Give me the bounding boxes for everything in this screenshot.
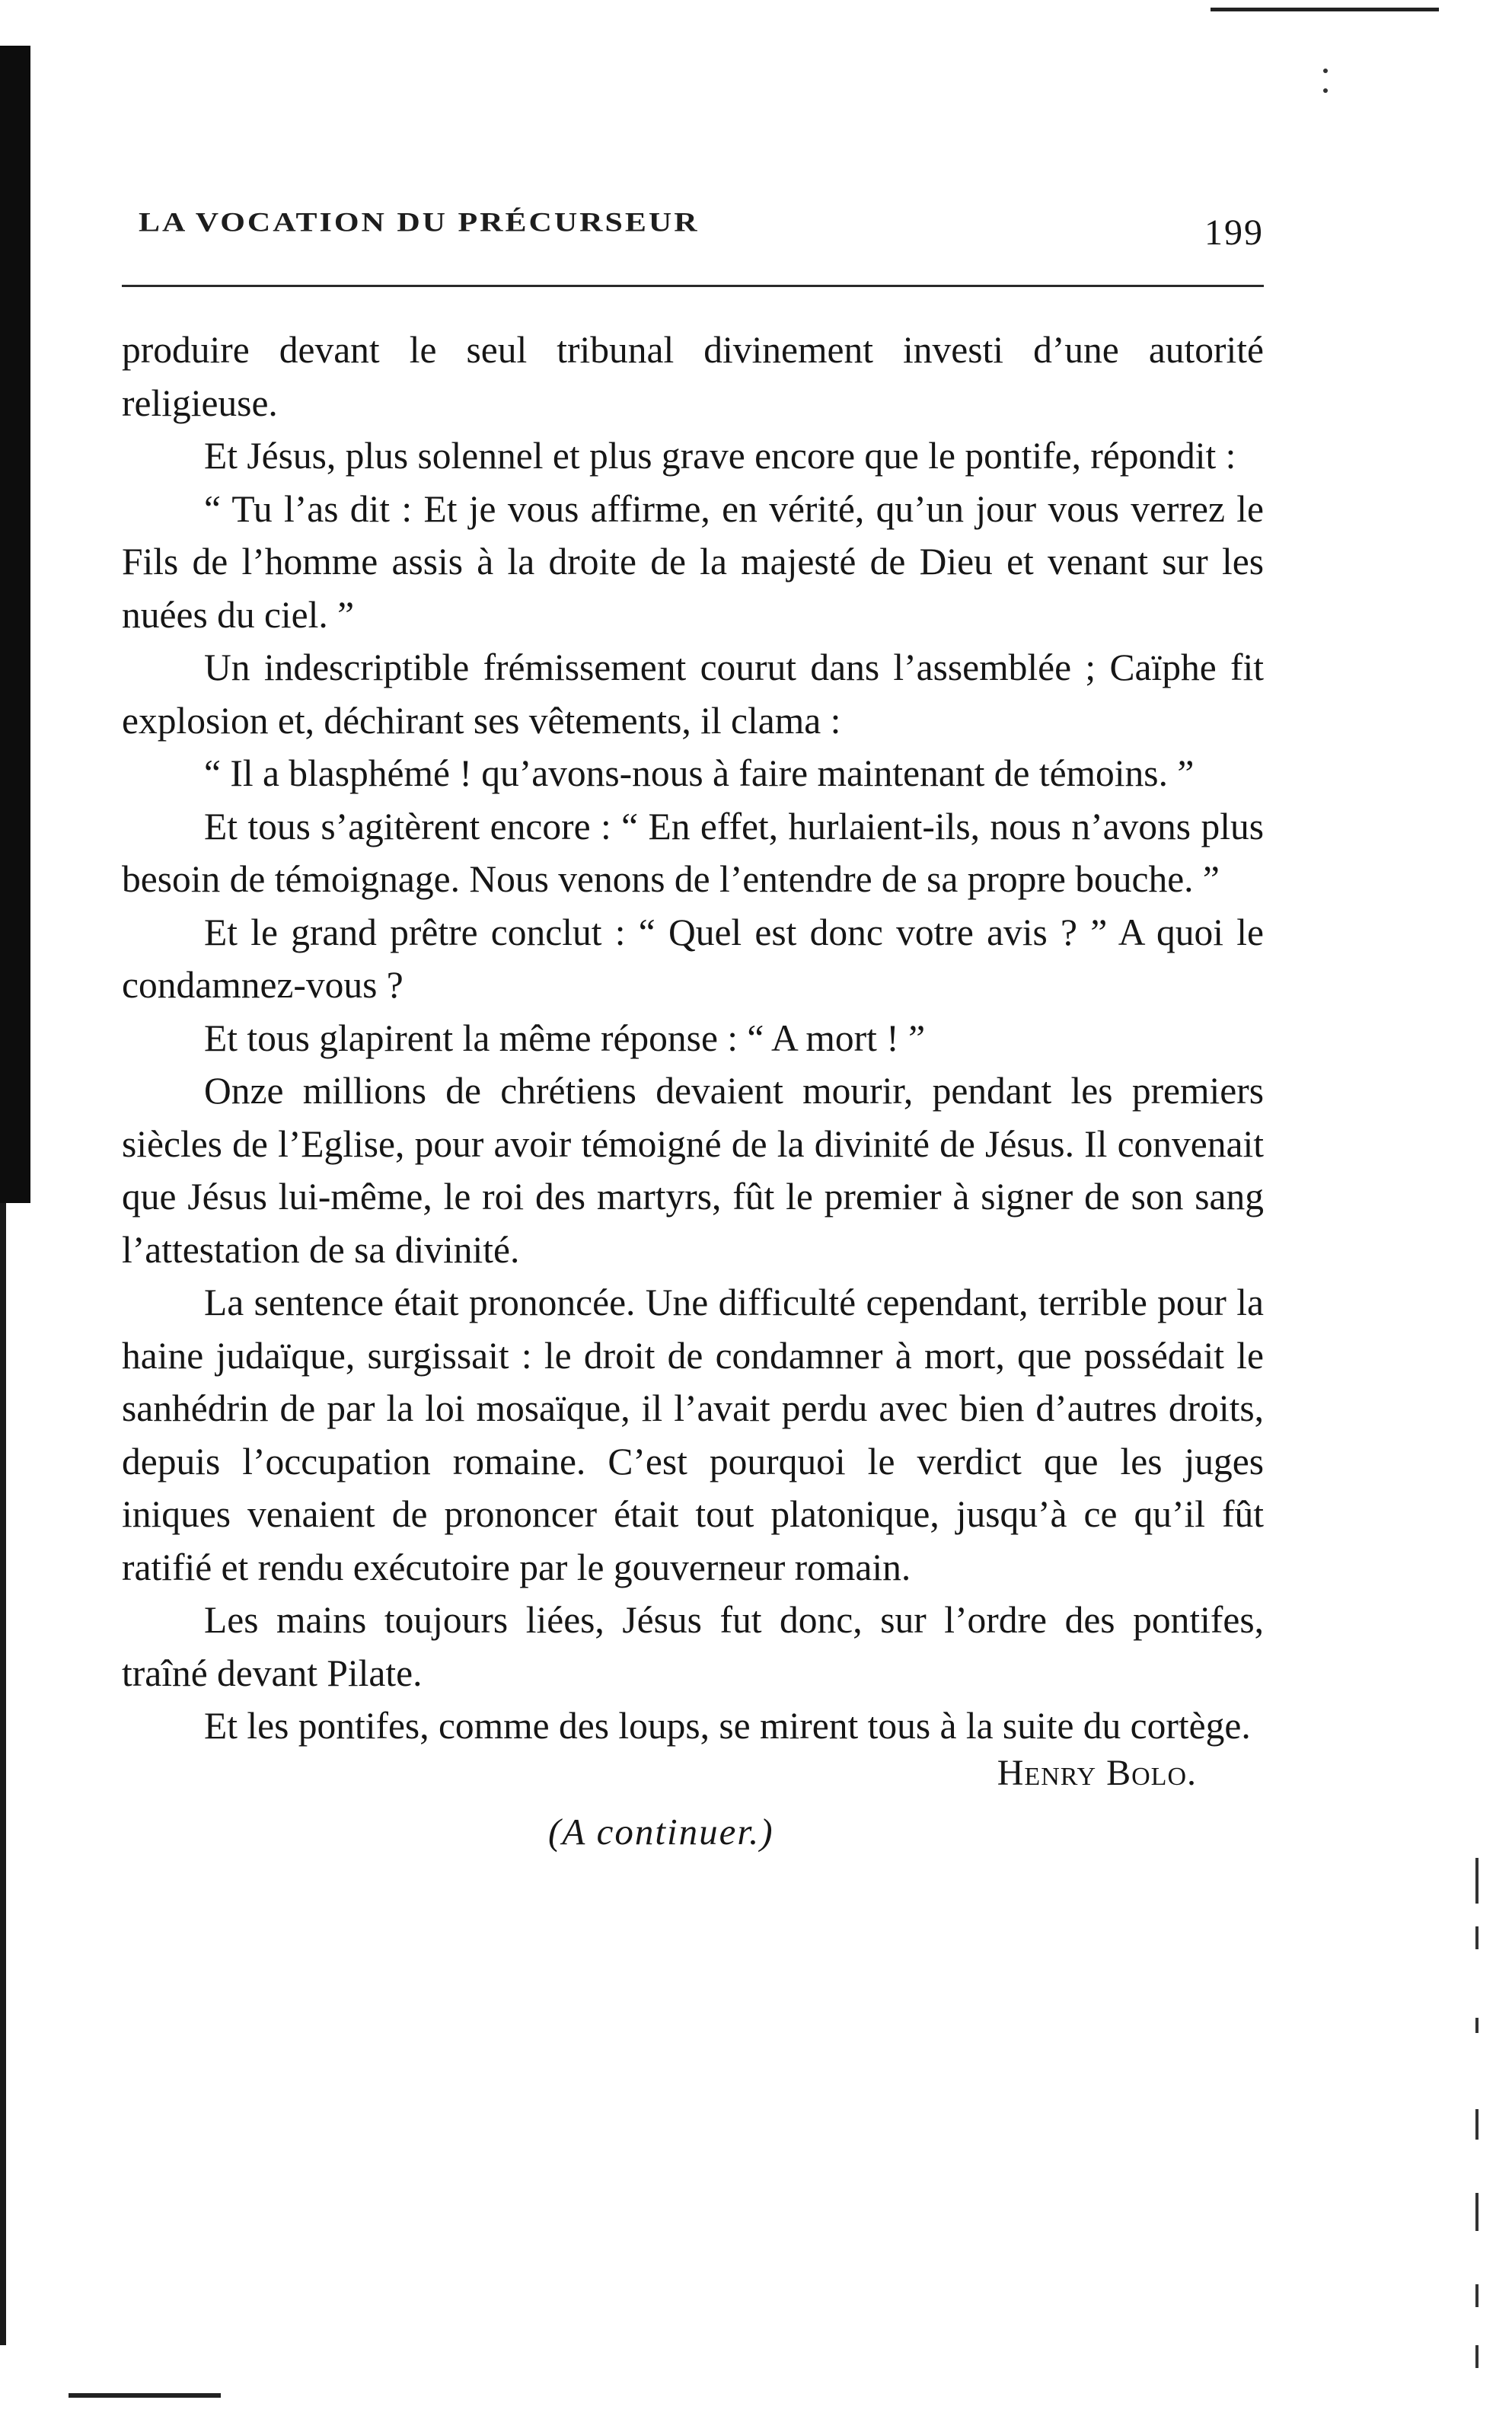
paragraph: Et tous glapirent la même réponse : “ A mort ! ” <box>204 1017 926 1059</box>
scan-specks-right-margin <box>1468 1858 1491 2391</box>
paragraph: Et les pontifes, comme des loups, se mirent tous à la suite du cortège. <box>204 1705 1251 1747</box>
scan-bottom-rule <box>69 2393 221 2398</box>
body-text <box>122 324 1264 1859</box>
page-number: 199 <box>1204 212 1264 253</box>
running-header <box>122 190 1264 259</box>
paragraph: Un indescriptible frémissement courut dans l’assemblée ; Caïphe fit explosion et, déchirant ses vêtements, il clama : <box>122 646 1264 742</box>
paragraph: Et Jésus, plus solennel et plus grave encore que le pontife, répondit : <box>204 435 1236 477</box>
paragraph: Et le grand prêtre conclut : “ Quel est donc votre avis ? ” A quoi le condamnez-vous ? <box>122 911 1264 1006</box>
book-page <box>122 190 1264 1853</box>
paragraph: produire devant le seul tribunal divinement investi d’une autorité religieuse. <box>122 329 1264 424</box>
running-header-title: LA VOCATION DU PRÉCURSEUR <box>139 207 700 238</box>
paragraph: Les mains toujours liées, Jésus fut donc, sur l’ordre des pontifes, traîné devant Pilate. <box>122 1599 1264 1694</box>
paragraph: La sentence était prononcée. Une difficulté cependant, terrible pour la haine judaïque, surgissait : le droit de condamner à mort, que possédait le sanhédrin de par la loi mosaïque, il l’avait perdu avec bien d’autres droits, depuis l’occupation romaine. C’est pourquoi le verdict que les juges iniques venaient de prononcer était tout platonique, jusqu’à ce qu’il fût ratifié et rendu exécutoire par le gouverneur romain. <box>122 1281 1264 1588</box>
paragraph: “ Il a blasphémé ! qu’avons-nous à faire maintenant de témoins. ” <box>204 752 1195 794</box>
scan-binding-edge <box>0 46 30 1203</box>
scan-top-rule <box>1211 8 1439 11</box>
scan-specks-top <box>1323 69 1328 99</box>
continuation-note: (A continuer.) <box>548 1811 774 1853</box>
paragraph: Et tous s’agitèrent encore : “ En effet, hurlaient-ils, nous n’avons plus besoin de témoignage. Nous venons de l’entendre de sa propre bouche. ” <box>122 805 1264 900</box>
scan-binding-edge-lower <box>0 1203 6 2345</box>
header-rule <box>122 285 1264 287</box>
paragraph: “ Tu l’as dit : Et je vous affirme, en vérité, qu’un jour vous verrez le Fils de l’homme assis à la droite de la majesté de Dieu et venant sur les nuées du ciel. ” <box>122 487 1264 636</box>
paragraph: Onze millions de chrétiens devaient mourir, pendant les premiers siècles de l’Eglise, pour avoir témoigné de la divinité de Jésus. Il convenait que Jésus lui-même, le roi des martyrs, fût le premier à signer de son sang l’attestation de sa divinité. <box>122 1070 1264 1271</box>
author-signature: Henry Bolo. <box>997 1752 1197 1793</box>
